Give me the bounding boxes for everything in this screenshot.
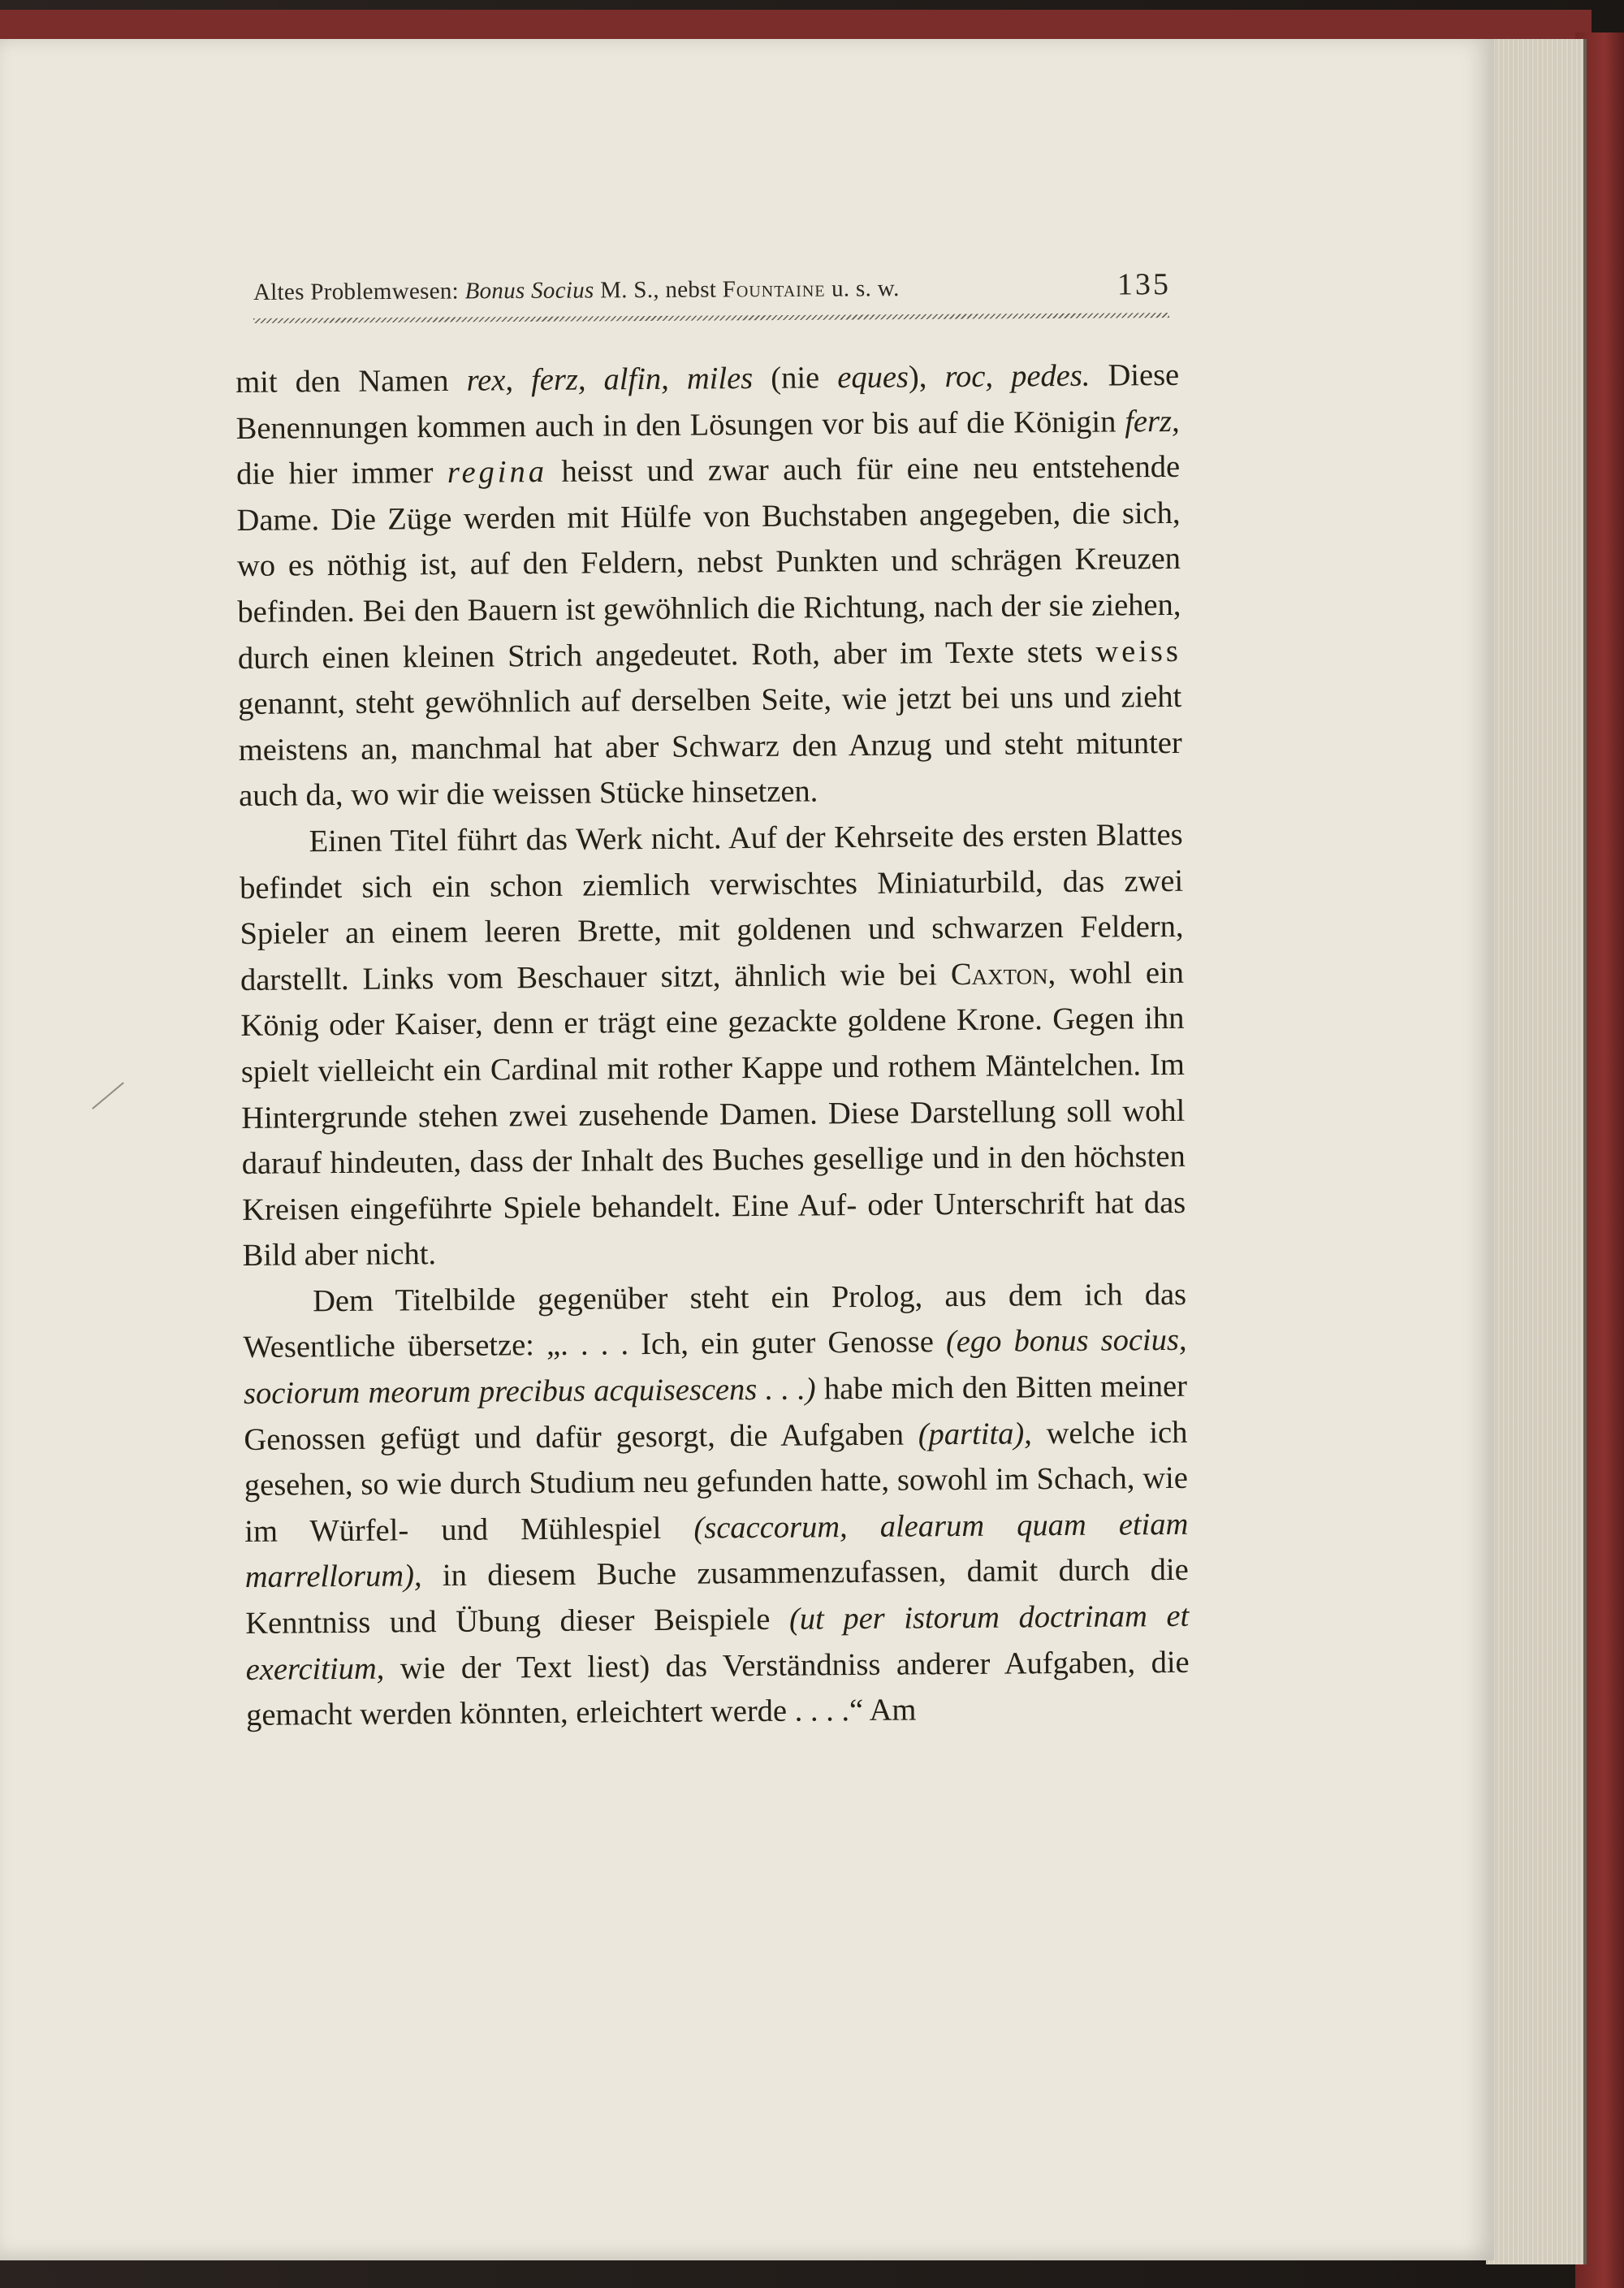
paragraph-1: mit den Namen rex, ferz, alfin, miles (nie eques), roc, pedes. Diese Benennungen kommen auch in den Lösungen vor bis auf die Königin ferz, die hier immer regina heisst und zwar auch für eine neu entstehende Dame. Die Züge werden mit Hülfe von Buchstaben angegeben, die sich, wo es nöthig ist, auf den Feldern, nebst Punkten und schrägen Kreuzen befinden. Bei den Bauern ist gewöhnlich die Richtung, nach der sie ziehen, durch einen kleinen Strich angedeutet. Roth, aber im Texte stets weiss genannt, steht gewöhnlich auf derselben Seite, wie jetzt bei uns und zieht meistens an, manchmal hat aber Schwarz den Anzug und steht mitunter auch da, wo wir die weissen Stücke hinsetzen. <box>235 357 1182 814</box>
page-number: 135 <box>1116 267 1172 302</box>
body-text <box>235 352 1190 1739</box>
page-edges <box>1486 39 1587 2264</box>
paragraph-3: Dem Titelbilde gegenüber steht ein Prolog, aus dem ich das Wesentliche übersetze: „. . . . Ich, ein guter Genosse (ego bonus socius, sociorum meorum precibus acquisescens . . .) habe mich den Bitten meiner Genossen gefügt und dafür gesorgt, die Aufgaben (partita), welche ich gesehen, so wie durch Studium neu gefunden hatte, sowohl im Schach, wie im Würfel- und Mühlespiel (scaccorum, alearum quam etiam marrellorum), in diesem Buche zusammenzufassen, damit durch die Kenntniss und Übung dieser Beispiele (ut per istorum doctrinam et exercitium, wie der Text liest) das Verständniss anderer Aufgaben, die gemacht werden könnten, erleichtert werde . . . .“ Am <box>243 1277 1190 1733</box>
paragraph-2: Einen Titel führt das Werk nicht. Auf der Kehrseite des ersten Blattes befindet sich ein schon ziemlich verwischtes Miniaturbild, das zwei Spieler an einem leeren Brette, mit goldenen und schwarzen Feldern, darstellt. Links vom Beschauer sitzt, ähnlich wie bei Caxton, wohl ein König oder Kaiser, denn er trägt eine gezackte goldene Krone. Gegen ihn spielt vielleicht ein Cardinal mit rother Kappe und rothem Mäntelchen. Im Hintergrunde stehen zwei zusehende Damen. Diese Darstellung soll wohl darauf hindeuten, dass der Inhalt des Buches gesellige und in den höchsten Kreisen eingeführte Spiele behandelt. Eine Auf- oder Unterschrift hat das Bild aber nicht. <box>239 817 1186 1274</box>
header-title: Altes Problemwesen: Bonus Socius M. S., nebst Fountaine u. s. w. <box>253 275 900 305</box>
running-header <box>253 266 1171 309</box>
margin-mark <box>92 1082 124 1109</box>
book-cover-top <box>0 10 1592 42</box>
